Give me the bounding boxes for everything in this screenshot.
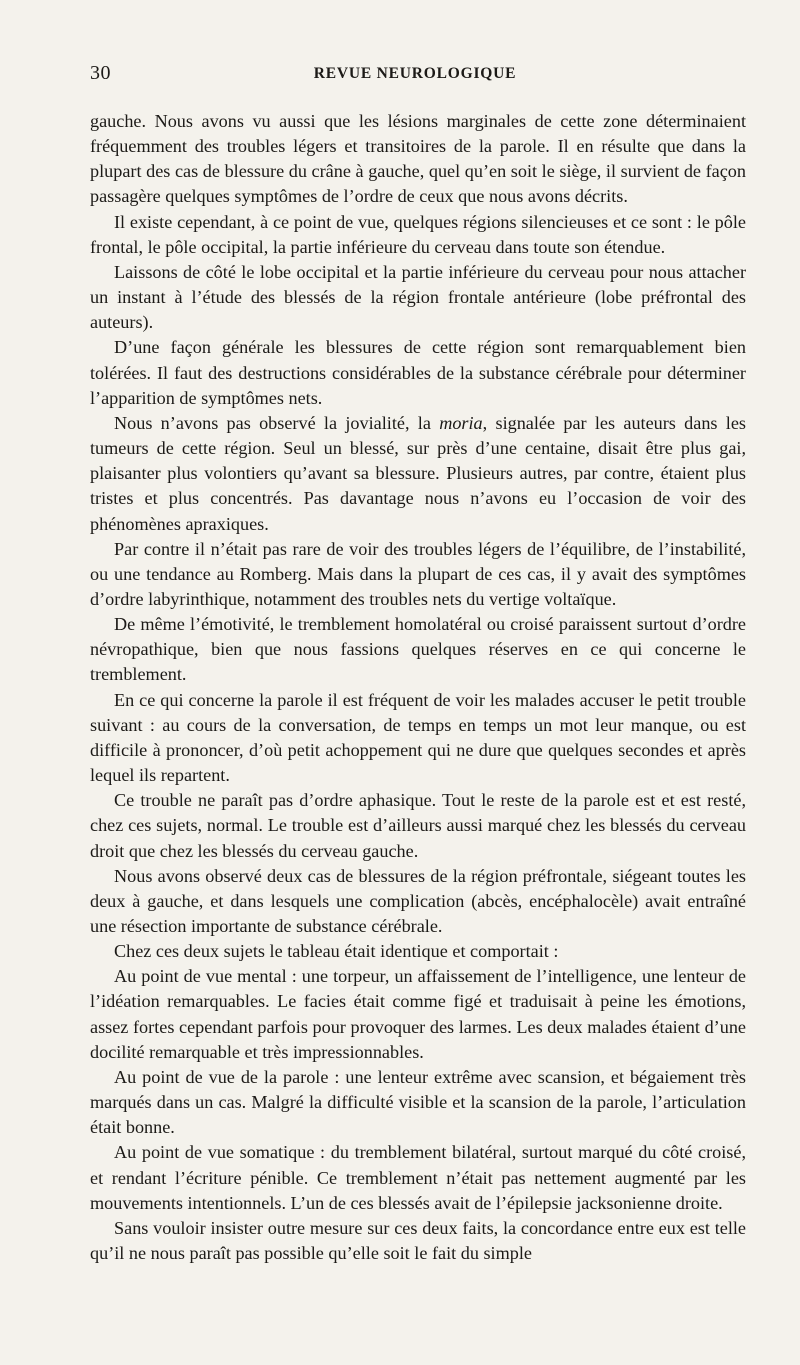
- paragraph: Chez ces deux sujets le tableau était identique et comportait :: [114, 941, 559, 962]
- paragraph: Au point de vue mental : une torpeur, un affaissement de l’intelligence, une lenteur de l’idéation remarquables. Le facies était comme figé et traduisait à peine les émotions, assez fortes cependant parfois pour provoquer des larmes. Les deux malades étaient d’une docilité remarquable et très impressionnables.: [90, 966, 746, 1062]
- paragraph-continued: gauche. Nous avons vu aussi que les lésions marginales de cette zone déterminaient fréquemment des troubles légers et transitoires de la parole. Il en résulte que dans la plupart des cas de blessure du crâne à gauche, quel qu’en soit le siège, il survient de façon passagère quelques symptômes de l’ordre de ceux que nous avons décrits.: [90, 111, 746, 207]
- paragraph: Laissons de côté le lobe occipital et la partie inférieure du cerveau pour nous attacher un instant à l’étude des blessés de la région frontale antérieure (lobe préfrontal des auteurs).: [90, 261, 746, 333]
- moria-term: moria: [439, 412, 483, 433]
- paragraph-moria: [90, 411, 746, 537]
- paragraph-continues: Sans vouloir insister outre mesure sur ces deux faits, la concordance entre eux est telle qu’il ne nous paraît pas possible qu’elle soit le fait du simple: [90, 1217, 746, 1264]
- article-body: [90, 109, 746, 1266]
- paragraph: En ce qui concerne la parole il est fréquent de voir les malades accuser le petit trouble suivant : au cours de la conversation, de temps en temps un mot leur manque, ou est difficile à prononcer, d’où petit achoppement qui ne dure que quelques secondes et après lequel ils repartent.: [90, 689, 746, 786]
- paragraph: Ce trouble ne paraît pas d’ordre aphasique. Tout le reste de la parole est et est resté, chez ces sujets, normal. Le trouble est d’ailleurs aussi marqué chez les blessés du cerveau droit que chez les blessés du cerveau gauche.: [90, 790, 746, 861]
- paragraph: Nous avons observé deux cas de blessures de la région préfrontale, siégeant toutes les deux à gauche, et dans lesquels une complication (abcès, encéphalocèle) avait entraîné une résection importante de substance cérébrale.: [90, 865, 746, 936]
- moria-text-before: Nous n’avons pas observé la jovialité, la: [114, 412, 440, 433]
- paragraph: Par contre il n’était pas rare de voir des troubles légers de l’équilibre, de l’instabilité, ou une tendance au Romberg. Mais dans la plupart de ces cas, il y avait des symptômes d’ordre labyrinthique, notamment des troubles nets du vertige voltaïque.: [90, 538, 746, 609]
- page-number: 30: [90, 62, 111, 84]
- paragraph: D’une façon générale les blessures de cette région sont remarquablement bien tolérées. Il faut des destructions considérables de la substance cérébrale pour déterminer l’apparition de symptômes nets.: [90, 337, 746, 408]
- moria-text-after: , signalée par les auteurs dans les tumeurs de cette région. Seul un blessé, sur près d’une centaine, disait être plus gai, plaisanter plus volontiers qu’avant sa blessure. Plusieurs autres, par contre, étaient plus tristes et plus concentrés. Pas davantage nous n’avons eu l’occasion de voir des phénomènes apraxiques.: [90, 412, 747, 534]
- paragraph: Au point de vue de la parole : une lenteur extrême avec scansion, et bégaiement très marqués dans un cas. Malgré la difficulté visible et la scansion de la parole, l’articulation était bonne.: [90, 1066, 746, 1138]
- paragraph: Il existe cependant, à ce point de vue, quelques régions silencieuses et ce sont : le pôle frontal, le pôle occipital, la partie inférieure du cerveau dans toute son étendue.: [90, 211, 746, 257]
- paragraph: Au point de vue somatique : du tremblement bilatéral, surtout marqué du côté croisé, et rendant l’écriture pénible. Ce tremblement n’était pas nettement augmenté par les mouvements intentionnels. L’un de ces blessés avait de l’épilepsie jacksonienne droite.: [90, 1142, 746, 1213]
- paragraph: De même l’émotivité, le tremblement homolatéral ou croisé paraissent surtout d’ordre névropathique, bien que nous fassions quelques réserves en ce qui concerne le tremblement.: [90, 614, 746, 685]
- running-title: REVUE NEUROLOGIQUE: [313, 65, 517, 82]
- page-header: [90, 62, 740, 88]
